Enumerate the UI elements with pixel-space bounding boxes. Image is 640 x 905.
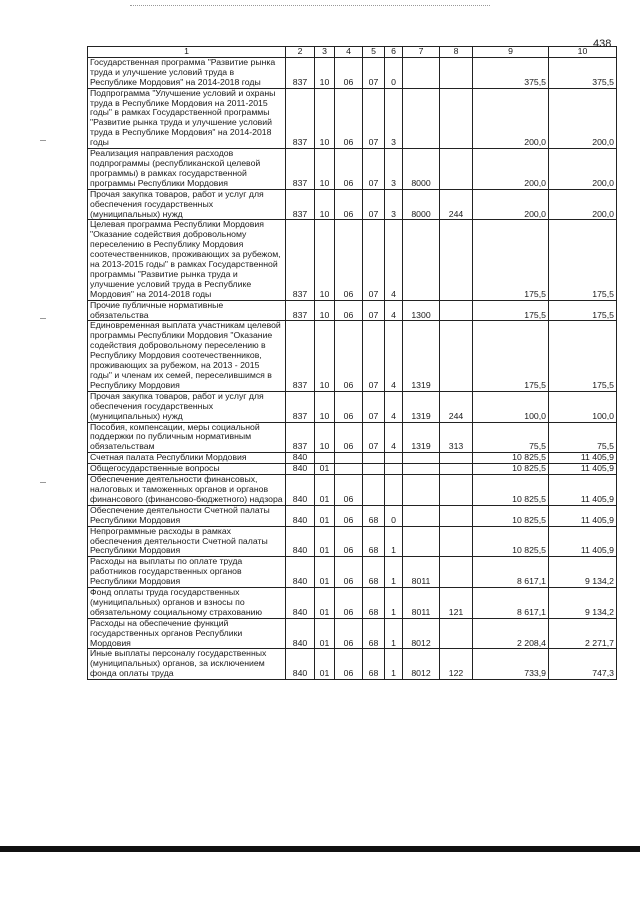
row-code-direction: 8000 [403, 189, 440, 220]
row-code-subprogram: 4 [385, 300, 403, 321]
row-name: Иные выплаты персоналу государственных (муниципальных) органов, за исключением фонда оплаты труда [88, 649, 286, 680]
row-name: Непрограммные расходы в рамках обеспечения деятельности Счетной палаты Республики Мордовия [88, 526, 286, 557]
row-code-program: 07 [363, 391, 385, 422]
row-code-section [315, 453, 335, 464]
row-amount-2016: 11 405,9 [549, 526, 617, 557]
row-code-program: 68 [363, 526, 385, 557]
row-code-section: 10 [315, 220, 335, 300]
row-code-subprogram: 4 [385, 220, 403, 300]
column-header: 7 [403, 47, 440, 58]
row-code-type [440, 505, 473, 526]
row-code-type [440, 88, 473, 148]
row-amount-2015: 10 825,5 [473, 505, 549, 526]
row-amount-2016: 175,5 [549, 300, 617, 321]
row-code-program [363, 475, 385, 506]
row-code-program: 07 [363, 189, 385, 220]
table-row [88, 422, 617, 453]
row-code-direction: 8012 [403, 649, 440, 680]
row-code-subsection: 06 [335, 505, 363, 526]
row-code-ministry: 840 [286, 588, 315, 619]
row-code-direction [403, 57, 440, 88]
row-amount-2015: 8 617,1 [473, 588, 549, 619]
table-row [88, 391, 617, 422]
page-number: 438 [593, 38, 612, 50]
row-code-section: 10 [315, 149, 335, 190]
row-amount-2015: 200,0 [473, 88, 549, 148]
row-code-subsection [335, 453, 363, 464]
column-header: 8 [440, 47, 473, 58]
row-code-section: 01 [315, 526, 335, 557]
table-row [88, 453, 617, 464]
row-code-subprogram [385, 475, 403, 506]
scan-bottom-edge [0, 846, 640, 852]
row-amount-2015: 175,5 [473, 321, 549, 391]
row-code-type [440, 57, 473, 88]
row-amount-2016: 11 405,9 [549, 475, 617, 506]
row-code-program: 68 [363, 618, 385, 649]
row-code-subsection [335, 464, 363, 475]
margin-mark [40, 318, 46, 319]
table-row [88, 475, 617, 506]
row-code-type [440, 475, 473, 506]
row-code-ministry: 840 [286, 453, 315, 464]
row-code-program: 07 [363, 422, 385, 453]
row-amount-2015: 10 825,5 [473, 453, 549, 464]
row-amount-2015: 100,0 [473, 391, 549, 422]
row-code-direction [403, 526, 440, 557]
column-header: 1 [88, 47, 286, 58]
row-code-subsection: 06 [335, 557, 363, 588]
row-name: Обеспечение деятельности финансовых, налоговых и таможенных органов и органов финансового (финансово-бюджетного) надзора [88, 475, 286, 506]
row-code-subsection: 06 [335, 321, 363, 391]
table-row [88, 557, 617, 588]
row-code-ministry: 840 [286, 526, 315, 557]
row-code-program: 68 [363, 505, 385, 526]
row-code-ministry: 840 [286, 505, 315, 526]
row-name: Общегосударственные вопросы [88, 464, 286, 475]
row-code-program: 07 [363, 149, 385, 190]
table-row [88, 321, 617, 391]
row-code-subprogram: 4 [385, 321, 403, 391]
row-amount-2016: 11 405,9 [549, 464, 617, 475]
row-code-direction [403, 464, 440, 475]
table-row [88, 505, 617, 526]
row-amount-2016: 9 134,2 [549, 557, 617, 588]
row-code-subsection: 06 [335, 88, 363, 148]
row-amount-2016: 11 405,9 [549, 453, 617, 464]
row-code-type [440, 526, 473, 557]
row-code-subprogram: 1 [385, 526, 403, 557]
table-row [88, 649, 617, 680]
row-amount-2016: 2 271,7 [549, 618, 617, 649]
row-amount-2016: 200,0 [549, 149, 617, 190]
row-code-type [440, 149, 473, 190]
row-code-direction [403, 505, 440, 526]
row-code-type [440, 220, 473, 300]
row-amount-2015: 8 617,1 [473, 557, 549, 588]
row-code-direction: 8000 [403, 149, 440, 190]
scan-top-rule [130, 5, 490, 6]
row-name: Счетная палата Республики Мордовия [88, 453, 286, 464]
row-amount-2015: 10 825,5 [473, 475, 549, 506]
table-row [88, 220, 617, 300]
row-code-subprogram: 4 [385, 422, 403, 453]
row-name: Прочая закупка товаров, работ и услуг для обеспечения государственных (муниципальных) нужд [88, 189, 286, 220]
row-code-type [440, 557, 473, 588]
row-code-ministry: 837 [286, 57, 315, 88]
row-name: Фонд оплаты труда государственных (муниципальных) органов и взносы по обязательному социальному страхованию [88, 588, 286, 619]
row-code-subprogram: 4 [385, 391, 403, 422]
row-amount-2015: 75,5 [473, 422, 549, 453]
row-code-type [440, 321, 473, 391]
row-code-direction: 1319 [403, 321, 440, 391]
row-name: Подпрограмма "Улучшение условий и охраны труда в Республике Мордовия на 2011-2015 годы" в рамках Государственной программы "Развитие рынка труда и улучшение условий труда в Республике Мордовия" на 2014-2018 годы [88, 88, 286, 148]
row-code-ministry: 837 [286, 422, 315, 453]
row-code-subprogram: 3 [385, 88, 403, 148]
row-amount-2015: 10 825,5 [473, 526, 549, 557]
row-code-section: 01 [315, 557, 335, 588]
row-code-direction [403, 220, 440, 300]
row-amount-2015: 10 825,5 [473, 464, 549, 475]
budget-table [87, 46, 617, 680]
row-code-direction: 8012 [403, 618, 440, 649]
row-code-direction [403, 88, 440, 148]
row-code-subsection: 06 [335, 189, 363, 220]
table-row [88, 526, 617, 557]
row-amount-2016: 75,5 [549, 422, 617, 453]
row-code-direction [403, 475, 440, 506]
row-code-section: 10 [315, 422, 335, 453]
row-code-type: 244 [440, 391, 473, 422]
row-code-direction: 1319 [403, 422, 440, 453]
row-code-section: 01 [315, 649, 335, 680]
row-code-program: 68 [363, 557, 385, 588]
row-code-section: 10 [315, 57, 335, 88]
table-row [88, 618, 617, 649]
row-amount-2016: 200,0 [549, 189, 617, 220]
row-amount-2016: 747,3 [549, 649, 617, 680]
row-amount-2015: 200,0 [473, 189, 549, 220]
row-code-subsection: 06 [335, 220, 363, 300]
row-code-subprogram [385, 464, 403, 475]
row-code-ministry: 840 [286, 475, 315, 506]
row-code-subprogram [385, 453, 403, 464]
row-amount-2015: 175,5 [473, 220, 549, 300]
row-code-section: 01 [315, 475, 335, 506]
row-code-ministry: 837 [286, 300, 315, 321]
row-code-ministry: 837 [286, 189, 315, 220]
row-code-subsection: 06 [335, 422, 363, 453]
row-name: Обеспечение деятельности Счетной палаты Республики Мордовия [88, 505, 286, 526]
row-code-program: 07 [363, 88, 385, 148]
row-code-section: 10 [315, 189, 335, 220]
column-header: 6 [385, 47, 403, 58]
table-row [88, 149, 617, 190]
row-name: Целевая программа Республики Мордовия "Оказание содействия добровольному переселению в Республику Мордовия соотечественников, проживающих за рубежом, на 2013-2015 годы" в рамках Государственной программы "Развитие рынка труда и улучшение условий труда в Республике Мордовия" на 2014-2018 годы [88, 220, 286, 300]
row-code-direction [403, 453, 440, 464]
row-amount-2016: 175,5 [549, 321, 617, 391]
column-header: 9 [473, 47, 549, 58]
row-code-subprogram: 1 [385, 618, 403, 649]
row-code-type [440, 300, 473, 321]
table-header-row [88, 47, 617, 58]
row-code-ministry: 840 [286, 464, 315, 475]
row-code-ministry: 837 [286, 149, 315, 190]
row-code-subsection: 06 [335, 649, 363, 680]
row-code-program: 07 [363, 57, 385, 88]
row-code-section: 01 [315, 464, 335, 475]
row-amount-2016: 11 405,9 [549, 505, 617, 526]
row-code-direction: 1319 [403, 391, 440, 422]
row-code-subsection: 06 [335, 588, 363, 619]
row-code-program: 68 [363, 649, 385, 680]
row-amount-2016: 375,5 [549, 57, 617, 88]
row-code-type [440, 453, 473, 464]
row-code-section: 10 [315, 391, 335, 422]
table-row [88, 88, 617, 148]
row-name: Расходы на выплаты по оплате труда работников государственных органов Республики Мордовия [88, 557, 286, 588]
row-code-section: 10 [315, 88, 335, 148]
column-header: 3 [315, 47, 335, 58]
row-code-section: 01 [315, 505, 335, 526]
row-code-subsection: 06 [335, 57, 363, 88]
row-code-type: 244 [440, 189, 473, 220]
row-name: Пособия, компенсации, меры социальной поддержки по публичным нормативным обязательствам [88, 422, 286, 453]
row-code-type [440, 464, 473, 475]
row-amount-2015: 733,9 [473, 649, 549, 680]
row-name: Реализация направления расходов подпрограммы (республиканской целевой программы) в рамках государственной программы Республики Мордовия [88, 149, 286, 190]
row-code-ministry: 837 [286, 321, 315, 391]
row-amount-2016: 175,5 [549, 220, 617, 300]
row-code-section: 10 [315, 321, 335, 391]
row-code-ministry: 840 [286, 557, 315, 588]
table-row [88, 464, 617, 475]
row-code-type: 122 [440, 649, 473, 680]
row-code-type: 313 [440, 422, 473, 453]
row-code-subprogram: 3 [385, 189, 403, 220]
row-code-subsection: 06 [335, 149, 363, 190]
row-code-subprogram: 0 [385, 57, 403, 88]
row-amount-2015: 375,5 [473, 57, 549, 88]
row-name: Единовременная выплата участникам целевой программы Республики Мордовия "Оказание содействия добровольному переселению в Республику Мордовия соотечественников, проживающих за рубежом, на 2013 - 2015 годы" и членам их семей, переселившимся в Республику Мордовия [88, 321, 286, 391]
row-amount-2015: 200,0 [473, 149, 549, 190]
row-code-ministry: 837 [286, 88, 315, 148]
row-code-subprogram: 0 [385, 505, 403, 526]
row-code-type: 121 [440, 588, 473, 619]
margin-mark [40, 482, 46, 483]
row-code-subsection: 06 [335, 300, 363, 321]
row-code-program: 07 [363, 321, 385, 391]
row-code-subsection: 06 [335, 526, 363, 557]
row-amount-2015: 2 208,4 [473, 618, 549, 649]
column-header: 2 [286, 47, 315, 58]
row-code-program [363, 464, 385, 475]
row-code-section: 01 [315, 588, 335, 619]
margin-mark [40, 140, 46, 141]
row-code-program: 07 [363, 220, 385, 300]
row-code-ministry: 840 [286, 649, 315, 680]
row-code-ministry: 837 [286, 220, 315, 300]
row-code-subprogram: 1 [385, 588, 403, 619]
row-code-subsection: 06 [335, 391, 363, 422]
row-code-subprogram: 1 [385, 557, 403, 588]
table-body [88, 57, 617, 679]
row-name: Расходы на обеспечение функций государственных органов Республики Мордовия [88, 618, 286, 649]
row-amount-2016: 200,0 [549, 88, 617, 148]
row-code-subprogram: 1 [385, 649, 403, 680]
row-code-section: 10 [315, 300, 335, 321]
column-header: 10 [549, 47, 617, 58]
row-code-subsection: 06 [335, 475, 363, 506]
row-code-ministry: 837 [286, 391, 315, 422]
row-code-section: 01 [315, 618, 335, 649]
row-code-subprogram: 3 [385, 149, 403, 190]
table-row [88, 189, 617, 220]
row-name: Прочая закупка товаров, работ и услуг для обеспечения государственных (муниципальных) нужд [88, 391, 286, 422]
table-row [88, 588, 617, 619]
column-header: 4 [335, 47, 363, 58]
row-code-type [440, 618, 473, 649]
row-code-program [363, 453, 385, 464]
row-amount-2016: 100,0 [549, 391, 617, 422]
row-name: Государственная программа "Развитие рынка труда и улучшение условий труда в Республике Мордовия" на 2014-2018 годы [88, 57, 286, 88]
row-code-ministry: 840 [286, 618, 315, 649]
row-code-program: 68 [363, 588, 385, 619]
row-code-direction: 8011 [403, 557, 440, 588]
row-name: Прочие публичные нормативные обязательства [88, 300, 286, 321]
column-header: 5 [363, 47, 385, 58]
row-code-program: 07 [363, 300, 385, 321]
row-amount-2016: 9 134,2 [549, 588, 617, 619]
row-code-direction: 1300 [403, 300, 440, 321]
table-row [88, 300, 617, 321]
table-row [88, 57, 617, 88]
row-amount-2015: 175,5 [473, 300, 549, 321]
row-code-direction: 8011 [403, 588, 440, 619]
row-code-subsection: 06 [335, 618, 363, 649]
